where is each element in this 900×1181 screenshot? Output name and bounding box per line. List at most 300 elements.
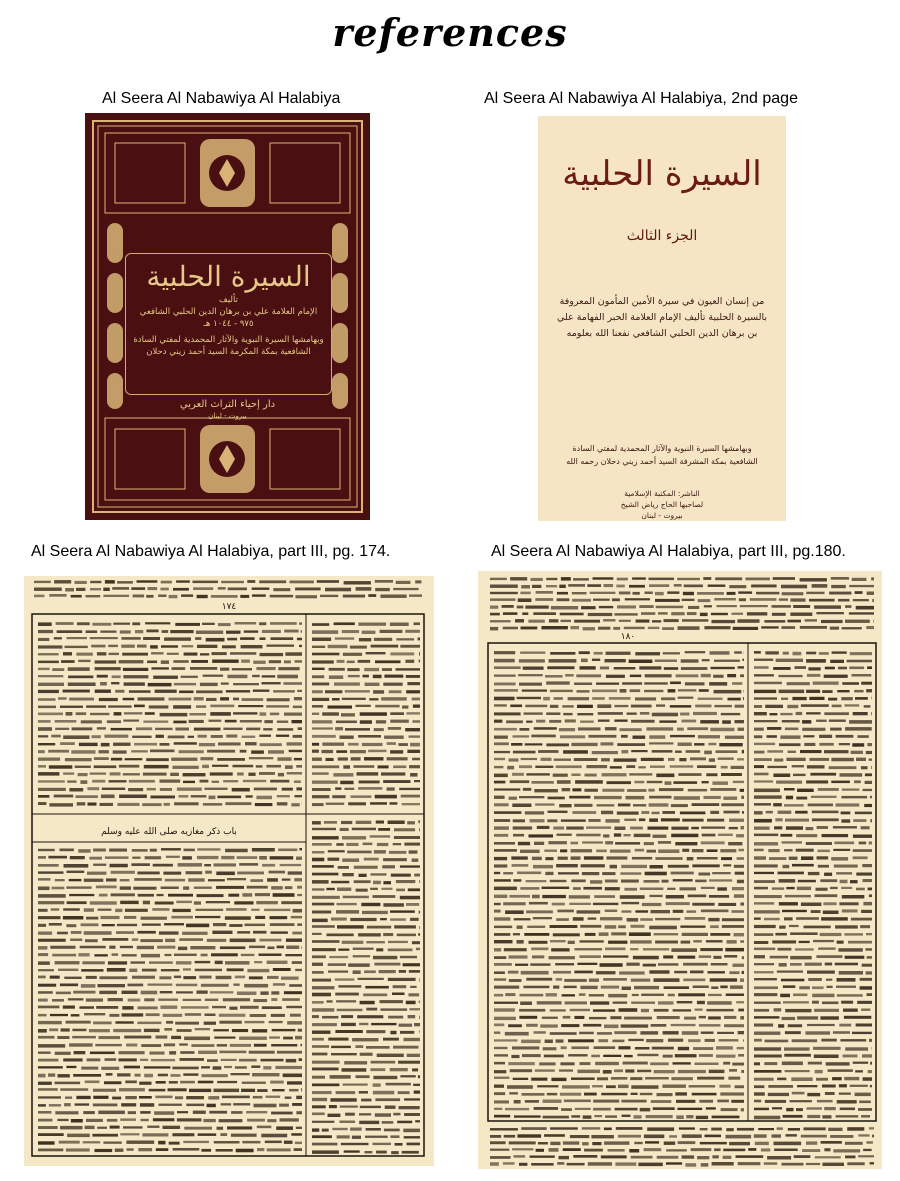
text-line-fragment [697,1077,724,1080]
text-line-fragment [838,948,862,952]
text-line-fragment [312,781,338,784]
text-line-fragment [782,841,802,843]
text-line-fragment [614,613,637,615]
text-line-fragment [107,720,121,723]
text-line-fragment [270,713,279,716]
text-line-fragment [119,1088,145,1091]
text-line-fragment [849,667,864,670]
text-line-fragment [726,994,744,997]
text-line-fragment [494,903,501,905]
text-line-fragment [200,757,213,760]
text-line-fragment [705,1039,715,1042]
text-line-fragment [93,849,106,852]
text-line-fragment [655,941,678,944]
text-line-fragment [93,1096,108,1099]
text-line-fragment [845,620,870,623]
text-line-fragment [723,1149,745,1152]
text-line-fragment [137,946,154,949]
text-line-fragment [345,728,370,731]
text-line-fragment [739,598,746,601]
text-line-fragment [754,1024,773,1027]
text-line-fragment [620,728,642,731]
text-line-fragment [374,850,386,854]
text-line-fragment [519,796,544,798]
text-line-fragment [704,796,721,799]
text-line-fragment [868,1070,872,1073]
text-line-fragment [289,984,302,987]
text-line-fragment [494,751,510,753]
text-line-fragment [358,978,384,980]
text-line-fragment [494,803,509,806]
text-line-fragment [172,667,186,670]
text-line-fragment [124,682,145,685]
text-line-fragment [741,826,745,829]
text-line-fragment [494,971,505,974]
text-line-fragment [168,1088,187,1091]
text-line-fragment [63,652,72,655]
text-line-fragment [267,976,279,979]
text-line-fragment [809,599,835,602]
text-line-fragment [103,595,129,597]
text-line-fragment [174,802,199,805]
text-line-fragment [712,620,736,623]
text-line-fragment [327,934,354,937]
text-line-fragment [138,894,154,897]
text-line-fragment [67,637,87,639]
text-line-fragment [494,1054,508,1056]
text-line-fragment [514,1115,541,1117]
text-line-fragment [390,1068,408,1071]
text-line-fragment [712,1116,740,1119]
text-line-fragment [259,622,266,625]
text-line-fragment [532,857,542,860]
text-line-fragment [262,682,281,684]
text-line-fragment [78,953,89,956]
text-line-fragment [698,698,723,700]
text-line-fragment [377,1054,404,1057]
text-line-fragment [754,1055,782,1058]
text-line-fragment [522,612,528,615]
text-line-fragment [418,820,420,823]
text-line-fragment [614,833,621,836]
text-line-fragment [712,1155,718,1158]
text-line-fragment [312,1143,337,1146]
text-line-fragment [38,622,52,626]
text-line-fragment [287,1021,302,1025]
text-line-fragment [263,728,272,730]
text-line-fragment [645,674,672,677]
text-line-fragment [335,727,343,730]
text-line-fragment [132,976,155,979]
text-line-fragment [414,622,421,625]
text-line-fragment [170,773,179,776]
title-page-part: الجزء الثالث [626,228,698,244]
text-line-fragment [523,788,531,791]
text-line-fragment [264,720,273,723]
text-line-fragment [849,612,874,614]
text-line-fragment [754,1116,780,1120]
text-line-fragment [682,619,708,622]
text-line-fragment [111,682,119,684]
text-line-fragment [90,637,118,639]
text-line-fragment [331,1046,351,1048]
text-line-fragment [273,983,285,986]
text-line-fragment [559,728,575,731]
text-line-fragment [198,735,207,738]
text-line-fragment [606,856,627,859]
text-line-fragment [677,1001,693,1003]
text-line-fragment [173,766,199,769]
text-line-fragment [737,619,759,623]
text-line-fragment [326,803,345,805]
text-line-fragment [641,612,655,615]
text-line-fragment [256,901,278,904]
text-line-fragment [178,947,187,951]
text-line-fragment [855,812,872,815]
text-line-fragment [754,887,768,890]
text-line-fragment [806,592,824,594]
text-line-fragment [410,743,420,747]
text-line-fragment [259,580,286,583]
text-line-fragment [122,1006,133,1010]
text-line-fragment [563,713,572,715]
text-line-fragment [120,946,133,948]
text-line-fragment [69,698,94,701]
text-line-fragment [348,743,359,746]
text-line-fragment [840,773,863,777]
text-line-fragment [396,889,405,892]
text-line-fragment [60,984,78,987]
text-line-fragment [312,888,324,890]
text-line-fragment [336,843,343,846]
text-line-fragment [34,581,51,583]
text-line-fragment [198,1081,214,1084]
text-line-fragment [605,819,619,823]
text-line-fragment [117,1073,130,1076]
text-line-fragment [792,1092,805,1095]
text-line-fragment [295,660,302,663]
text-line-fragment [596,850,607,853]
text-line-fragment [294,1148,302,1151]
text-line-fragment [58,697,67,700]
text-line-fragment [342,836,366,839]
text-line-fragment [831,781,850,784]
text-line-fragment [38,727,52,731]
text-line-fragment [49,923,62,926]
text-line-fragment [841,819,850,822]
text-line-fragment [416,948,420,951]
text-line-fragment [565,1001,587,1004]
text-line-fragment [544,1134,565,1137]
text-line-fragment [64,864,89,868]
text-line-fragment [714,690,742,694]
text-line-fragment [183,886,189,889]
text-line-fragment [177,788,202,791]
text-line-fragment [817,856,829,859]
text-line-fragment [150,750,175,753]
text-line-fragment [765,705,783,708]
text-line-fragment [38,765,46,768]
text-line-fragment [844,1077,859,1080]
text-line-fragment [174,742,197,745]
text-line-fragment [649,584,669,587]
text-line-fragment [562,1085,590,1088]
text-line-fragment [542,1017,558,1019]
text-line-fragment [524,933,549,936]
text-line-fragment [559,585,566,588]
text-line-fragment [618,1135,641,1138]
text-line-fragment [809,697,824,700]
text-line-fragment [99,991,117,994]
text-line-fragment [624,888,637,891]
text-line-fragment [188,878,204,881]
text-line-fragment [171,1036,181,1039]
text-line-fragment [606,652,631,655]
text-line-fragment [153,1118,175,1121]
text-line-fragment [800,750,822,753]
text-line-fragment [561,1108,572,1111]
text-line-fragment [538,1142,548,1145]
text-line-fragment [869,1127,874,1129]
text-line-fragment [301,1088,302,1091]
text-line-fragment [789,925,799,927]
text-line-fragment [99,698,118,701]
text-line-fragment [709,758,715,762]
text-line-fragment [622,682,642,684]
title-page-image [538,116,786,521]
text-line-fragment [312,638,331,642]
text-line-fragment [404,1113,420,1116]
text-line-fragment [741,1108,744,1111]
text-line-fragment [786,758,805,761]
text-line-fragment [754,993,777,996]
text-line-fragment [38,683,64,686]
text-line-fragment [120,1118,136,1121]
text-line-fragment [816,888,828,891]
text-line-fragment [671,612,685,615]
text-line-fragment [867,743,872,746]
text-line-fragment [225,802,251,805]
text-line-fragment [738,1009,744,1012]
text-line-fragment [850,652,872,655]
text-line-fragment [722,925,744,928]
text-line-fragment [278,773,284,777]
text-line-fragment [871,697,872,700]
text-line-fragment [494,842,515,845]
text-line-fragment [490,1149,509,1151]
text-line-fragment [640,1108,651,1112]
text-line-fragment [111,871,135,874]
text-line-fragment [312,843,332,846]
text-line-fragment [835,925,858,928]
text-line-fragment [597,1032,612,1035]
text-line-fragment [729,971,739,974]
text-line-fragment [98,1111,125,1115]
text-line-fragment [494,659,515,663]
text-line-fragment [286,946,299,950]
text-line-fragment [276,735,289,737]
text-line-fragment [821,620,843,623]
text-line-fragment [350,750,366,753]
text-line-fragment [852,743,864,747]
text-line-fragment [578,727,601,730]
text-line-fragment [494,926,512,929]
text-line-fragment [390,652,414,655]
text-line-fragment [38,802,46,805]
text-line-fragment [376,1151,387,1154]
text-line-fragment [742,659,744,661]
text-line-fragment [649,578,675,581]
text-line-fragment [100,682,107,686]
text-line-fragment [731,1100,744,1103]
text-line-fragment [824,1148,830,1151]
text-line-fragment [312,1084,339,1087]
text-line-fragment [57,630,83,633]
text-line-fragment [647,781,663,783]
text-line-fragment [73,1074,101,1077]
text-line-fragment [732,910,745,913]
text-line-fragment [717,605,737,607]
text-line-fragment [81,969,103,972]
text-line-fragment [697,592,724,595]
text-line-fragment [790,963,802,966]
text-line-fragment [548,797,565,800]
text-line-fragment [86,630,98,633]
text-line-fragment [857,735,868,738]
text-line-fragment [60,706,83,708]
text-line-fragment [579,651,590,654]
text-line-fragment [815,1070,823,1073]
text-line-fragment [55,728,69,730]
text-line-fragment [312,940,340,943]
text-line-fragment [373,956,397,960]
text-line-fragment [212,765,228,767]
text-line-fragment [532,585,541,588]
text-line-fragment [295,595,317,598]
text-line-fragment [804,743,815,746]
text-line-fragment [278,667,299,670]
text-line-fragment [373,1091,394,1095]
text-line-fragment [201,1066,210,1068]
text-line-fragment [561,1046,567,1049]
text-line-fragment [682,933,708,936]
text-line-fragment [612,598,620,601]
text-line-fragment [812,584,828,588]
text-line-fragment [261,1059,284,1062]
text-line-fragment [648,827,669,830]
text-line-fragment [560,613,584,616]
text-line-fragment [533,865,553,869]
text-line-fragment [619,620,631,622]
text-line-fragment [820,933,842,936]
text-line-fragment [340,828,349,831]
text-line-fragment [494,788,520,790]
text-line-fragment [494,1070,506,1073]
text-line-fragment [857,1001,872,1004]
text-line-fragment [371,873,387,875]
text-line-fragment [393,985,407,988]
text-line-fragment [727,940,737,944]
text-line-fragment [729,585,746,588]
text-line-fragment [49,765,72,768]
text-line-fragment [54,580,71,583]
text-line-fragment [754,1134,767,1138]
text-line-fragment [155,902,174,905]
text-line-fragment [663,1055,673,1058]
text-line-fragment [821,1141,842,1144]
text-line-fragment [373,690,384,694]
text-line-fragment [716,750,738,753]
text-line-fragment [652,713,678,717]
text-line-fragment [723,1156,732,1159]
text-line-fragment [634,1115,642,1118]
text-line-fragment [38,909,48,912]
text-line-fragment [653,1107,675,1110]
text-line-fragment [617,578,628,581]
text-line-fragment [126,1141,154,1144]
text-line-fragment [410,986,416,988]
text-line-fragment [490,598,516,601]
text-line-fragment [178,863,202,867]
text-line-fragment [549,619,559,622]
text-line-fragment [645,1141,659,1143]
text-line-fragment [119,1051,145,1054]
text-line-fragment [419,926,420,929]
text-line-fragment [824,750,849,753]
text-line-fragment [241,954,255,956]
text-line-fragment [550,705,559,708]
text-line-fragment [66,1148,90,1151]
text-line-fragment [299,622,302,624]
text-line-fragment [396,581,411,584]
text-line-fragment [108,645,118,647]
text-line-fragment [377,843,388,846]
text-line-fragment [839,1024,851,1027]
text-line-fragment [714,660,740,662]
text-line-fragment [853,599,869,601]
text-line-fragment [71,750,95,754]
text-line-fragment [259,735,271,737]
text-line-fragment [253,661,265,664]
text-line-fragment [38,750,45,753]
text-line-fragment [679,758,686,761]
text-line-fragment [68,667,90,671]
text-line-fragment [513,751,536,754]
text-line-fragment [169,595,178,598]
text-line-fragment [219,1014,246,1017]
text-line-fragment [34,588,62,591]
text-line-fragment [610,865,617,869]
text-line-fragment [139,1096,152,1099]
text-line-fragment [503,872,513,874]
text-line-fragment [798,880,816,883]
text-line-fragment [806,1163,820,1165]
text-line-fragment [686,910,696,912]
text-line-fragment [328,963,346,966]
text-line-fragment [109,1014,119,1017]
text-line-fragment [726,1128,734,1131]
text-line-fragment [271,1112,293,1115]
text-line-fragment [174,976,181,979]
text-line-fragment [839,902,858,905]
text-line-fragment [637,1070,651,1073]
text-line-fragment [364,757,384,760]
text-line-fragment [295,1142,302,1145]
text-line-fragment [601,1155,627,1158]
text-line-fragment [778,948,792,951]
text-line-fragment [88,803,97,806]
text-line-fragment [297,894,302,896]
